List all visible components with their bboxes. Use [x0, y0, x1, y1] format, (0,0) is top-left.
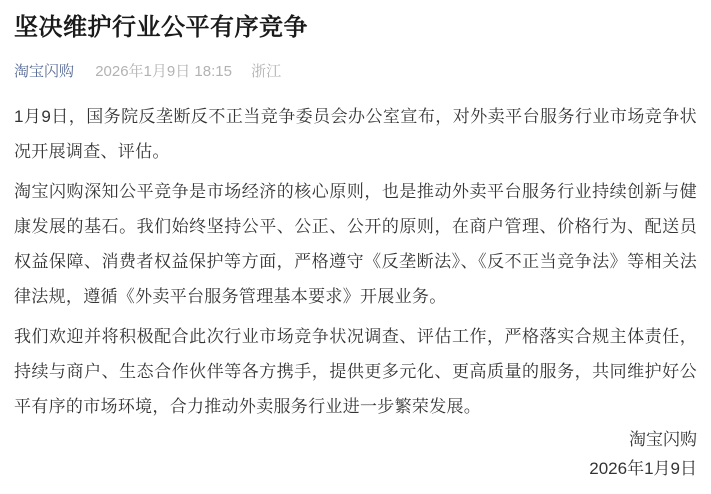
signature-name: 淘宝闪购 — [629, 430, 697, 449]
publish-time: 2026年1月9日 18:15 — [95, 63, 232, 80]
publish-location: 浙江 — [251, 63, 282, 80]
byline — [14, 61, 697, 82]
page-title: 坚决维护行业公平有序竞争 — [14, 14, 308, 41]
article-paragraph: 我们欢迎并将积极配合此次行业市场竞争状况调查、评估工作，严格落实合规主体责任，持续与商户、生态合作伙伴等各方携手，提供更多元化、更高质量的服务，共同维护好公平有序的市场环境，合力推动外卖服务行业进一步繁荣发展。 — [14, 327, 697, 416]
article-paragraph: 淘宝闪购深知公平竞争是市场经济的核心原则，也是推动外卖平台服务行业持续创新与健康发展的基石。我们始终坚持公平、公正、公开的原则，在商户管理、价格行为、配送员权益保障、消费者权益保护等方面，严格遵守《反垄断法》、《反不正当竞争法》等相关法律法规，遵循《外卖平台服务管理基本要求》开展业务。 — [14, 182, 697, 306]
signature-block — [14, 425, 697, 483]
article-paragraph: 1月9日，国务院反垄断反不正当竞争委员会办公室宣布，对外卖平台服务行业市场竞争状况开展调查、评估。 — [14, 107, 697, 161]
signature-date: 2026年1月9日 — [589, 459, 697, 478]
article-body — [14, 99, 697, 424]
author-link[interactable]: 淘宝闪购 — [14, 63, 75, 80]
